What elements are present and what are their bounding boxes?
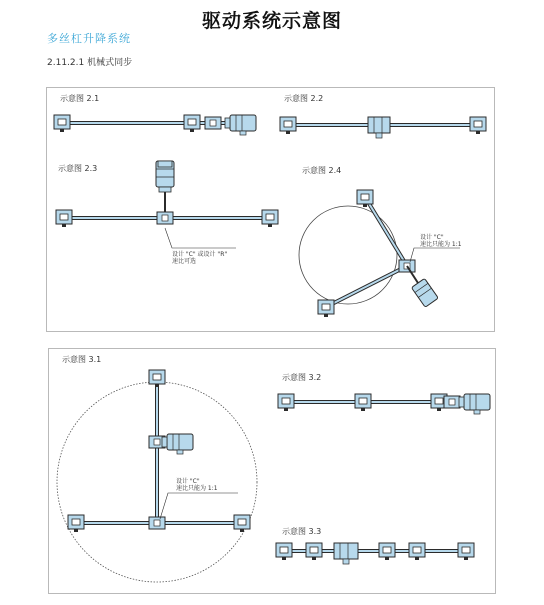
page-title: 驱动系统示意图	[201, 10, 342, 32]
label-diagram-3-1: 示意图 3.1	[62, 355, 102, 364]
drive-diagram-2-1	[54, 115, 256, 135]
label-diagram-3-3: 示意图 3.3	[282, 527, 322, 536]
note-3-1-line1: 设计 "C"	[176, 478, 200, 485]
drive-diagram-3-2	[278, 394, 490, 414]
label-diagram-3-2: 示意图 3.2	[282, 373, 322, 382]
drive-diagram-2-2	[280, 117, 486, 138]
label-diagram-2-3: 示意图 2.3	[58, 164, 98, 173]
note-2-3-line1: 设计 "C" 或设计 "R"	[172, 251, 228, 258]
section-heading: 2.11.2.1 机械式同步	[47, 58, 133, 68]
note-2-3-line2: 速比可选	[172, 258, 197, 265]
label-diagram-2-4: 示意图 2.4	[302, 166, 342, 175]
drive-diagram-2-4	[299, 190, 462, 317]
note-3-1-line2: 速比只能为 1:1	[176, 485, 218, 492]
label-diagram-2-2: 示意图 2.2	[284, 94, 324, 103]
drive-diagram-2-3	[56, 161, 278, 265]
note-2-4-line1: 设计 "C"	[420, 234, 444, 241]
label-diagram-2-1: 示意图 2.1	[60, 94, 100, 103]
note-2-4-line2: 速比只能为 1:1	[420, 241, 462, 248]
drive-diagram-3-1	[57, 370, 257, 582]
drive-diagram-3-3	[276, 543, 474, 564]
page-subtitle: 多丝杠升降系统	[47, 32, 131, 45]
